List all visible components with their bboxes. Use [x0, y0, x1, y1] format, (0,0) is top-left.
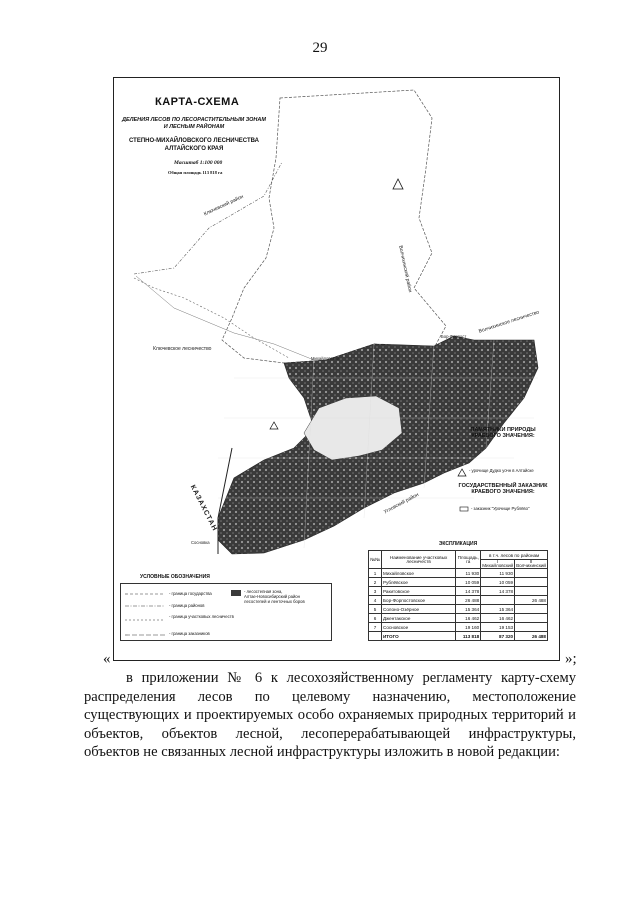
cell-area: 26 488: [456, 596, 481, 605]
zone-note-line: - лесостепная зона,: [244, 589, 283, 594]
cell-blank: [369, 632, 382, 641]
monuments-heading-line: ПАМЯТНИКИ ПРИРОДЫ: [470, 427, 536, 433]
forestry-name-line: АЛТАЙСКОГО КРАЯ: [164, 146, 224, 152]
label-mikhaylovsky: Михайловский: [311, 356, 340, 361]
label-volchikhinskoe-lesnichestvo: Волчихинское лесничество: [478, 309, 541, 335]
legend-reserve-box: [460, 507, 468, 511]
conventions-heading: УСЛОВНЫЕ ОБОЗНАЧЕНИЯ: [140, 574, 210, 580]
zone-note-line: Алтае-Новосибирский район: [244, 594, 300, 599]
label-bor-forpost: Бор-Форпост: [441, 334, 467, 339]
cell-zone1: 16 462: [481, 614, 515, 623]
cell-area: 10 059: [456, 578, 481, 587]
cell-zone1: 11 930: [481, 569, 515, 578]
table-row: [369, 587, 548, 596]
cell-num: 1: [369, 569, 382, 578]
body-paragraph: в приложении № 6 к лесохозяйственному регламенту карту-схему распределения лесов по целевому назначению, местоположение существующих и проектируемых особо охраняемых природных территорий и объектов, объектов лесной, лесоперерабатывающей инфраструктуры, объектов не связанных лесной инфраструктуры изложить в новой редакции:: [84, 670, 576, 761]
cell-zone2: 26 488: [515, 596, 548, 605]
cell-name: Бор-Форпостовское: [382, 596, 456, 605]
reserve-heading-line: КРАЕВОГО ЗНАЧЕНИЯ:: [471, 489, 535, 495]
table-row: [369, 623, 548, 632]
convention-item: - граница районов: [169, 603, 205, 608]
zone-note-line: лесостепей и ленточных боров: [244, 599, 305, 604]
cell-area: 19 160: [456, 623, 481, 632]
convention-item: - граница заказников: [169, 631, 210, 636]
cell-num: 2: [369, 578, 382, 587]
cell-num: 3: [369, 587, 382, 596]
cell-total-label: ИТОГО: [382, 632, 456, 641]
cell-zone2: [515, 614, 548, 623]
map-forestry-name: [120, 137, 268, 153]
monuments-heading: [450, 427, 556, 439]
zone2-name: Волчихинский: [516, 563, 546, 568]
rayon-boundary: [134, 162, 282, 274]
table-row: [369, 569, 548, 578]
map-subtitle-line: ДЕЛЕНИЯ ЛЕСОВ ПО ЛЕСОРАСТИТЕЛЬНЫМ ЗОНАМ: [122, 117, 266, 123]
monuments-heading-line: КРАЕВОГО ЗНАЧЕНИЯ:: [471, 433, 535, 439]
cell-num: 5: [369, 605, 382, 614]
legend-triangle-icon: [458, 469, 466, 476]
monument-item: - урочище Дудко уочн в Алтайске: [469, 468, 534, 473]
cell-area: 11 930: [456, 569, 481, 578]
conventions-line-samples: [125, 588, 169, 640]
monument-triangle-icon: [270, 422, 278, 429]
explication-header-row: [369, 551, 548, 560]
cell-name: Солоно-Озёрное: [382, 605, 456, 614]
label-sosnovka: Сосновка: [191, 540, 210, 545]
label-klyuchevskoe-lesnichestvo: Ключевское лесничество: [153, 346, 212, 352]
reserve-item: - заказник "Урочище Рублёво": [471, 506, 530, 511]
convention-item: - граница государства: [169, 591, 212, 596]
forestry-name-line: СТЕПНО-МИХАЙЛОВСКОГО ЛЕСНИЧЕСТВА: [128, 138, 260, 144]
close-quote-right: »;: [565, 651, 577, 667]
cell-name: Михайловское: [382, 569, 456, 578]
zone1-number: I: [497, 559, 499, 564]
reserve-heading-line: ГОСУДАРСТВЕННЫЙ ЗАКАЗНИК: [458, 483, 548, 489]
table-row: [369, 596, 548, 605]
cell-zone1: 19 153: [481, 623, 515, 632]
cell-area: 15 364: [456, 605, 481, 614]
cell-zone1: [481, 596, 515, 605]
cell-total-zone1: 87 320: [481, 632, 515, 641]
zone-swatch: [231, 590, 241, 596]
map-title: КАРТА-СХЕМА: [155, 96, 240, 108]
col-area-header: Площадь, га: [456, 551, 481, 569]
cell-zone2: [515, 587, 548, 596]
cell-zone1: 15 364: [481, 605, 515, 614]
col-num-header: №№: [369, 551, 382, 569]
cell-total-zone2: 26 488: [515, 632, 548, 641]
col-incl-header: в т.ч. лесов по районам: [481, 551, 548, 560]
cell-name: Ракитовское: [382, 587, 456, 596]
monument-triangle-icon: [393, 179, 403, 189]
label-klyuchevskoy-rayon: Ключевский район: [203, 193, 245, 218]
map-area: Общая площадь 113 818 га: [168, 170, 223, 175]
label-volchikhinsky-rayon: Волчихинский район: [397, 245, 413, 294]
cell-zone2: [515, 605, 548, 614]
explication-heading: ЭКСПЛИКАЦИЯ: [438, 541, 478, 547]
cell-area: 14 378: [456, 587, 481, 596]
explication-table: [368, 550, 548, 641]
reserve-heading: [450, 483, 556, 495]
cell-zone1: 10 059: [481, 578, 515, 587]
table-row: [369, 578, 548, 587]
cell-num: 7: [369, 623, 382, 632]
map-subtitle-line: И ЛЕСНЫМ РАЙОНАМ: [163, 124, 225, 130]
conventions-box: [120, 583, 332, 641]
label-kazakhstan: КАЗАХСТАН: [188, 484, 219, 533]
label-uglovsky-rayon: Угловский район: [383, 491, 420, 516]
table-total-row: [369, 632, 548, 641]
zone2-number: II: [529, 559, 533, 564]
zone2-header: [515, 560, 548, 569]
cell-num: 4: [369, 596, 382, 605]
table-row: [369, 605, 548, 614]
cell-num: 6: [369, 614, 382, 623]
table-row: [369, 614, 548, 623]
cell-name: Сосновское: [382, 623, 456, 632]
map-subtitle: [120, 117, 268, 131]
cell-zone2: [515, 578, 548, 587]
cell-total-area: 113 818: [456, 632, 481, 641]
cell-name: Джентакское: [382, 614, 456, 623]
page-number: 29: [312, 40, 328, 56]
zone-note: [244, 589, 305, 604]
cell-area: 16 462: [456, 614, 481, 623]
convention-item: - граница участковых лесничеств: [169, 614, 234, 619]
col-name-header: Наименование участковых лесничеств: [382, 551, 456, 569]
cell-zone2: [515, 569, 548, 578]
cell-zone2: [515, 623, 548, 632]
cell-zone1: 14 378: [481, 587, 515, 596]
cell-name: Рублёвское: [382, 578, 456, 587]
zone1-header: [481, 560, 515, 569]
map-scale: Масштаб 1:100 000: [174, 160, 223, 166]
close-quote-left: «: [103, 651, 111, 667]
zone1-name: Михайловский: [482, 563, 514, 568]
